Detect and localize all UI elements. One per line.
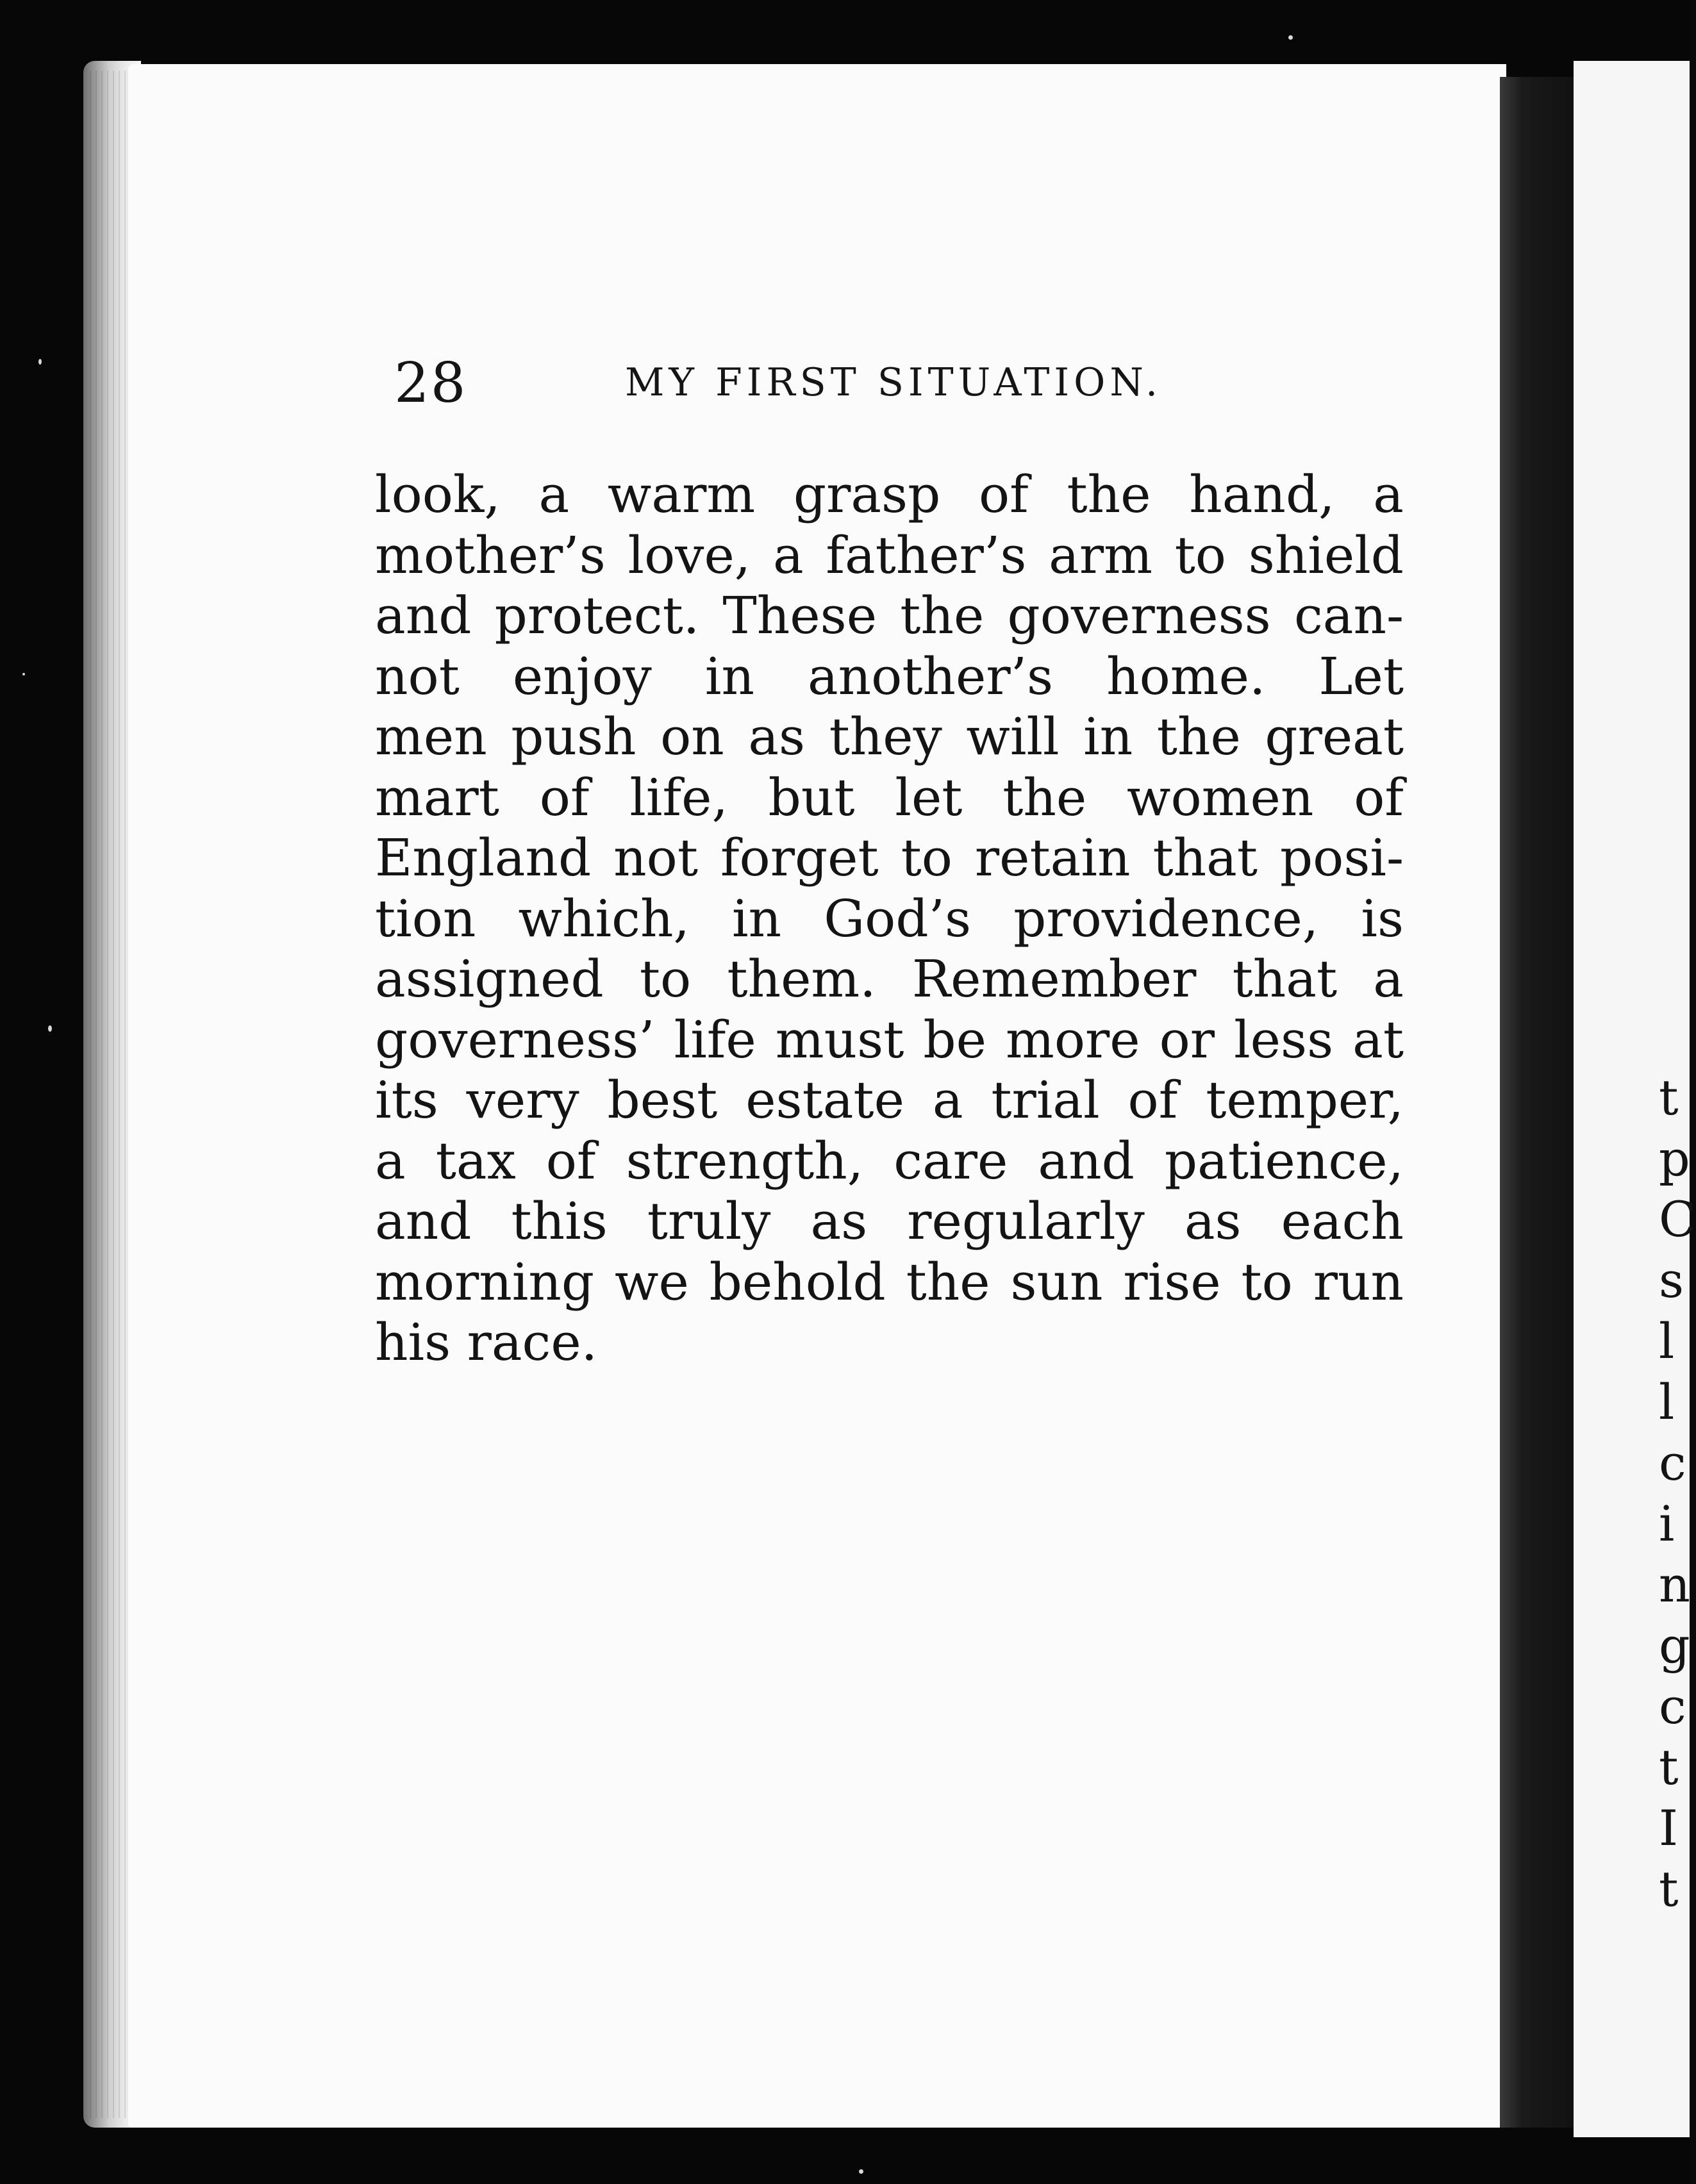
text-line: his race. [375,1312,598,1372]
text-line: its very best estate a trial of temper, [375,1070,1404,1130]
page-header [394,351,1397,415]
dust-speck [859,2169,863,2174]
facing-letter: l [1659,1312,1675,1369]
facing-letter: C [1659,1191,1696,1248]
dust-speck [22,673,25,675]
facing-letter: t [1659,1739,1679,1796]
gutter-shadow [1500,77,1577,2128]
facing-letter: I [1659,1799,1679,1857]
facing-letter: c [1659,1434,1686,1491]
dust-speck [38,359,42,365]
running-head: MY FIRST SITUATION. [625,360,1163,405]
text-line: England not forget to retain that posi- [375,828,1404,888]
dust-speck [48,1025,52,1032]
text-line: a tax of strength, care and patience, [375,1130,1404,1191]
facing-letter: s [1659,1252,1684,1309]
text-line: and this truly as regularly as each [375,1191,1404,1251]
text-line: look, a warm grasp of the hand, a [375,465,1404,524]
page-number: 28 [394,351,467,415]
facing-letter: i [1659,1495,1675,1552]
text-line: men push on as they will in the great [375,707,1404,766]
text-line: assigned to them. Remember that a [375,949,1404,1009]
facing-letter: p [1659,1130,1690,1187]
facing-page-text [1659,1067,1696,1919]
text-line: not enjoy in another’s home. Let [375,646,1404,706]
dust-speck [1288,35,1293,40]
text-line: mother’s love, a father’s arm to shield [375,525,1404,585]
facing-letter: g [1659,1617,1690,1674]
facing-letter: n [1659,1556,1690,1613]
body-text [375,465,1404,1373]
text-line: governess’ life must be more or less at [375,1009,1404,1070]
text-line: tion which, in God’s providence, is [375,888,1404,948]
facing-letter: c [1659,1678,1686,1735]
facing-letter: l [1659,1373,1675,1430]
text-line: and protect. These the governess can- [375,586,1404,645]
facing-letter: t [1659,1860,1679,1917]
facing-letter: t [1659,1069,1679,1126]
text-line: morning we behold the sun rise to run [375,1252,1404,1312]
text-line: mart of life, but let the women of [375,767,1404,827]
